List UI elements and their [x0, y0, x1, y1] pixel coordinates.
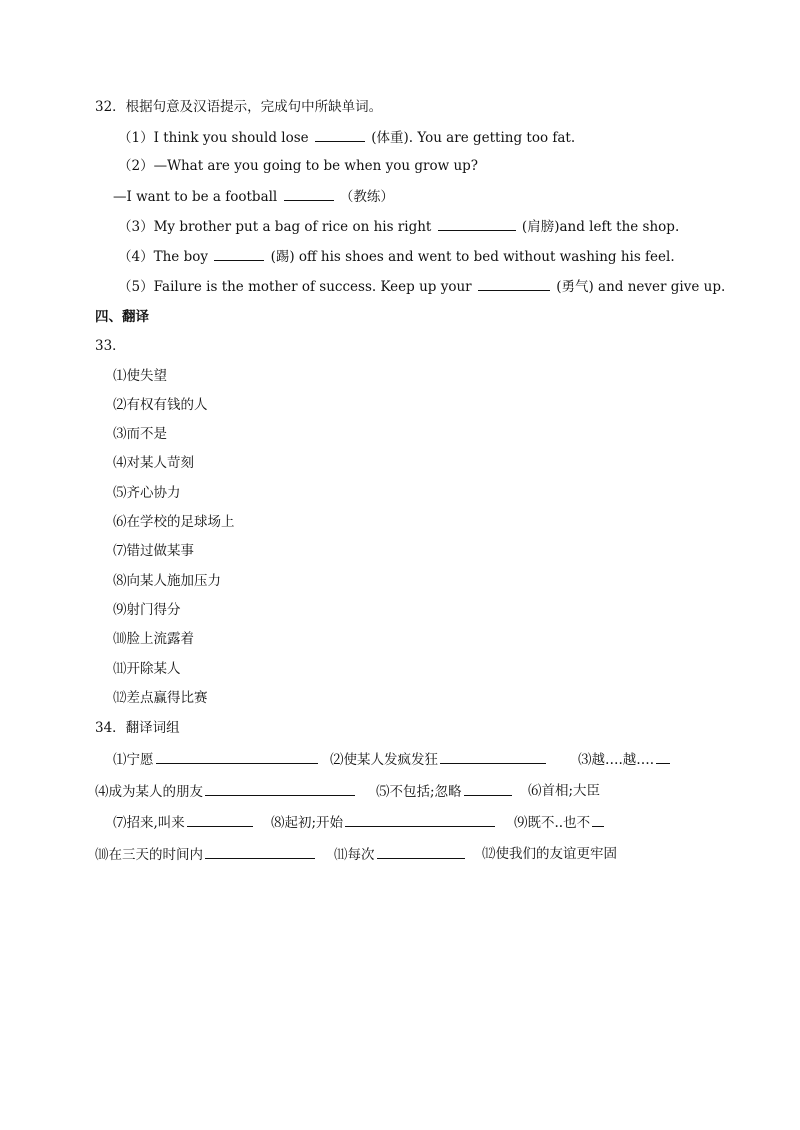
q34-item-12-text: ⑿使我们的友谊更牢固 [482, 846, 617, 862]
q34-item-1 [113, 750, 320, 769]
q34-item-3 [578, 750, 672, 769]
q34-item-4-blank[interactable] [205, 782, 355, 796]
section-4-title: 四、翻译 [95, 309, 149, 325]
q34-item-12 [482, 845, 617, 863]
q33-item-1: ⑴使失望 [113, 368, 167, 384]
q34-item-7-blank[interactable] [187, 813, 253, 827]
q34-item-11-text: ⑾每次 [334, 847, 375, 863]
q32-item-5-blank[interactable] [478, 277, 550, 291]
q34-item-5-text: ⑸不包括;忽略 [376, 784, 462, 800]
q33-item-4: ⑷对某人苛刻 [113, 455, 194, 471]
q32-item-3-text: （3）My brother put a bag of rice on his right [118, 219, 432, 235]
q32-item-1 [118, 128, 575, 147]
q32-item-1-text: （1）I think you should lose [118, 130, 309, 146]
q32-item-2-answer-text: —I want to be a football [113, 189, 278, 205]
q32-item-2-hint: （教练） [339, 189, 394, 205]
q34-item-2 [330, 750, 548, 769]
q33-item-5: ⑸齐心协力 [113, 485, 181, 501]
q32-item-4-hint: (踢) off his shoes and went to bed without washing his feel. [270, 249, 675, 265]
q34-item-6 [528, 782, 600, 800]
q34-item-7 [113, 813, 255, 832]
q32-item-2-text: （2）—What are you going to be when you grow up? [118, 158, 479, 174]
q34-item-5 [376, 782, 514, 801]
q34-item-10-text: ⑽在三天的时间内 [95, 847, 203, 863]
q34-item-11-blank[interactable] [377, 845, 465, 859]
q32-item-5-text: （5）Failure is the mother of success. Keep up your [118, 279, 472, 295]
q34-item-5-blank[interactable] [464, 782, 512, 796]
q33-item-7: ⑺错过做某事 [113, 543, 194, 559]
q32-item-5-hint: (勇气) and never give up. [556, 279, 726, 295]
q34-item-10-blank[interactable] [205, 845, 315, 859]
q34-item-7-text: ⑺招来,叫来 [113, 815, 185, 831]
q32-item-3-blank[interactable] [438, 217, 516, 231]
q34-item-10 [95, 845, 317, 864]
q34-item-8-text: ⑻起初;开始 [271, 815, 344, 831]
q33-item-11: ⑾开除某人 [113, 661, 181, 677]
q34-item-9-text: ⑼既不..也不 [514, 815, 591, 831]
q34-item-3-text: ⑶越….越…. [578, 752, 655, 768]
q34-item-2-blank[interactable] [440, 750, 546, 764]
q33-item-9: ⑼射门得分 [113, 602, 181, 618]
q32-item-4-blank[interactable] [214, 247, 264, 261]
q33-item-2: ⑵有权有钱的人 [113, 397, 208, 413]
q32-item-4 [118, 247, 675, 266]
q34-item-1-blank[interactable] [156, 750, 318, 764]
q34-item-1-text: ⑴宁愿 [113, 752, 154, 768]
q33-item-8: ⑻向某人施加压力 [113, 573, 221, 589]
q33-item-12: ⑿差点赢得比赛 [113, 690, 208, 706]
q34-title: 34．翻译词组 [95, 720, 180, 736]
q34-item-8-blank[interactable] [345, 813, 495, 827]
q32-title: 32．根据句意及汉语提示，完成句中所缺单词。 [95, 99, 383, 115]
q34-item-9-blank[interactable] [592, 813, 604, 827]
q32-item-2-answer [113, 187, 394, 206]
q34-item-8 [271, 813, 497, 832]
q33-item-10: ⑽脸上流露着 [113, 631, 194, 647]
q34-item-2-text: ⑵使某人发疯发狂 [330, 752, 438, 768]
q34-item-6-text: ⑹首相;大臣 [528, 783, 601, 799]
q34-item-4-text: ⑷成为某人的朋友 [95, 784, 203, 800]
q32-item-4-text: （4）The boy [118, 249, 208, 265]
q33-item-6: ⑹在学校的足球场上 [113, 514, 235, 530]
q32-item-1-blank[interactable] [315, 128, 365, 142]
q34-item-4 [95, 782, 357, 801]
q34-item-9 [514, 813, 606, 832]
q34-item-3-blank[interactable] [656, 750, 670, 764]
q33-item-3: ⑶而不是 [113, 426, 167, 442]
q32-item-2 [118, 157, 478, 175]
q34-item-11 [334, 845, 467, 864]
q32-item-5 [118, 277, 725, 296]
q32-item-1-hint: (体重). You are getting too fat. [371, 130, 576, 146]
q33-number: 33． [95, 338, 126, 354]
q32-item-3-hint: (肩膀)and left the shop. [521, 219, 680, 235]
q32-item-2-blank[interactable] [284, 187, 334, 201]
q32-item-3 [118, 217, 679, 236]
